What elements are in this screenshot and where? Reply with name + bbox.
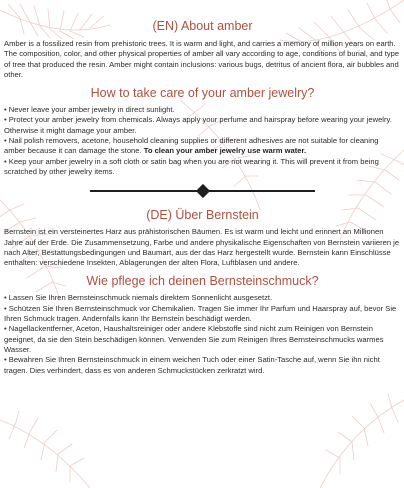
heading-about-amber-de: (DE) Über Bernstein [146, 208, 259, 223]
paragraph-about-amber-de: Bernstein ist ein versteinertes Harz aus prähistorischen Bäumen. Es ist warm und leicht und erinnert an Millionen Jahre auf der Erde. Die Zusammensetzung, Farbe und andere physikalische Eigenschaften von Bernstein variieren je nach Alter, Bestattungsbedingungen und Baumart, aus der das Harz hergestellt wurde. Bernstein kann Einschlüsse enthalten: verschiedene Insekten, Ablagerungen der alten Flora, Luftblasen und andere. [4, 227, 400, 268]
care-list-de [4, 293, 401, 375]
care-item-de-1: • Lassen Sie Ihren Bernsteinschmuck niemals direktem Sonnenlicht ausgesetzt. [4, 293, 273, 303]
care-item-en-3 [4, 136, 401, 157]
care-item-de-4: • Bewahren Sie Ihren Bernsteinschmuck in einem weichen Tuch oder einer Satin-Tasche auf, wenn Sie ihn nicht tragen. Dies verhindert, dass es von anderen Schmuckstücken zerkratzt wird. [4, 355, 380, 375]
care-item-de-2: • Schützen Sie Ihren Bernsteinschmuck vor Chemikalien. Tragen Sie immer Ihr Parfum und Haarspray auf, bevor Sie Ihren Schmuck tragen. Andernfalls kann Ihr Bernstein beschädigt werden. [4, 303, 397, 324]
care-item-en-1: • Never leave your amber jewelry in direct sunlight. [4, 105, 175, 115]
heading-care-de: Wie pflege ich deinen Bernsteinschmuck? [86, 274, 319, 289]
heading-about-amber-en: (EN) About amber [152, 19, 253, 33]
section-divider [4, 184, 401, 198]
paragraph-about-amber-en: Amber is a fossilized resin from prehistoric trees. It is warm and light, and carries a memory of million years on earth. The composition, color, and other physical properties of amber all vary according to age, conditions of burial, and type of tree that produced the resin. Amber might contain inclusions: various bugs, detritus of ancient flora, air bubbles and other. [4, 39, 400, 79]
heading-care-en: How to take care of your amber jewelry? [90, 86, 315, 101]
care-item-en-4: • Keep your amber jewelry in a soft cloth or satin bag when you are not wearing it. This will prevent it from being scratched by other jewelry items. [4, 156, 379, 176]
diamond-icon [195, 184, 209, 198]
care-item-de-3: • Nagellackentferner, Aceton, Haushaltsreiniger oder andere Klebstoffe sind nicht zum Reinigen von Bernstein geeignet, da sie den Stein beschädigen können. Verwenden Sie zum Reinigen Ihres Bernsteinschmucks warmes Wasser. [4, 324, 384, 354]
care-item-en-3-text: • Nail polish removers, acetone, household cleaning supplies or different adhesives are not suitable for cleaning amber because it can damage the stone. [4, 136, 379, 156]
care-list-en [4, 105, 401, 177]
care-item-en-2: • Protect your amber jewelry from chemicals. Always apply your perfume and hairspray before wearing your jewelry. Otherwise it might damage your amber. [4, 115, 392, 135]
care-bold-note-en: To clean your amber jewelry use warm water. [143, 146, 307, 156]
content [4, 18, 401, 376]
